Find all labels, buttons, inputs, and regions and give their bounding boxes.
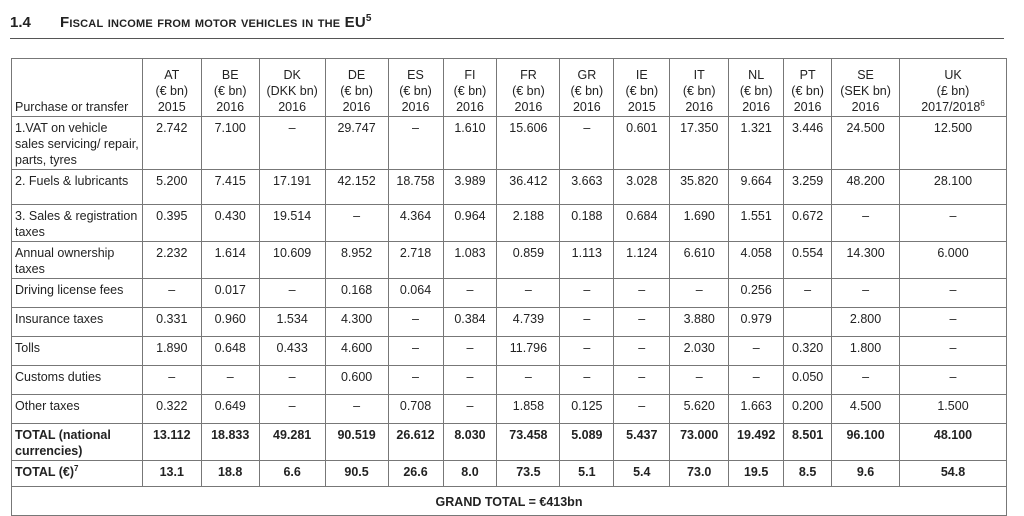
table-cell: – [900, 279, 1007, 308]
column-header-nl [729, 59, 784, 117]
table-cell: 17.191 [259, 170, 325, 205]
row-label [12, 170, 143, 205]
table-cell: – [497, 366, 560, 395]
table-cell: 0.960 [201, 308, 259, 337]
table-cell: 3.880 [670, 308, 729, 337]
table-row [12, 242, 1007, 279]
table-cell: 0.430 [201, 205, 259, 242]
table-cell: 0.256 [729, 279, 784, 308]
section-title [60, 14, 372, 31]
column-year [146, 99, 198, 115]
table-cell: 11.796 [497, 337, 560, 366]
row-label [12, 424, 143, 461]
column-year [392, 99, 440, 115]
column-country: UK [944, 68, 962, 82]
column-header-uk [900, 59, 1007, 117]
table-cell: 24.500 [832, 117, 900, 170]
table-cell: – [259, 279, 325, 308]
column-year-text: 2016 [685, 100, 714, 114]
column-year [500, 99, 556, 115]
column-header-fi [443, 59, 497, 117]
table-cell: – [832, 366, 900, 395]
table-cell: 9.664 [729, 170, 784, 205]
table-cell: 0.320 [784, 337, 832, 366]
table-cell: – [388, 308, 443, 337]
table-cell: 36.412 [497, 170, 560, 205]
column-unit: (€ bn) [340, 84, 373, 98]
table-cell: – [832, 205, 900, 242]
column-year [563, 99, 610, 115]
row-label-text: 3. Sales & registration taxes [15, 209, 138, 239]
table-cell: – [259, 117, 325, 170]
grand-total: GRAND TOTAL = €413bn [12, 487, 1007, 516]
table-cell: 7.100 [201, 117, 259, 170]
table-cell: – [832, 279, 900, 308]
table-cell: 9.6 [832, 461, 900, 487]
column-unit: (€ bn) [570, 84, 604, 98]
column-year-text: 2016 [401, 100, 430, 114]
column-year [329, 99, 385, 115]
table-cell: 48.100 [900, 424, 1007, 461]
column-year [673, 99, 725, 115]
table-cell: 1.858 [497, 395, 560, 424]
table-cell: – [614, 366, 670, 395]
column-country: FR [520, 68, 537, 82]
table-cell: 2.030 [670, 337, 729, 366]
table-cell: 73.5 [497, 461, 560, 487]
column-header-es [388, 59, 443, 117]
table-row [12, 395, 1007, 424]
row-label [12, 242, 143, 279]
column-year-text: 2016 [456, 100, 484, 114]
row-label [12, 337, 143, 366]
table-cell: – [443, 395, 497, 424]
row-label [12, 366, 143, 395]
column-header-it [670, 59, 729, 117]
table-cell: – [729, 366, 784, 395]
table-cell: 0.331 [142, 308, 201, 337]
table-cell: 18.8 [201, 461, 259, 487]
table-cell: 0.708 [388, 395, 443, 424]
table-cell: 0.188 [560, 205, 614, 242]
table-cell: 12.500 [900, 117, 1007, 170]
table-cell: 28.100 [900, 170, 1007, 205]
table-cell: – [443, 337, 497, 366]
table-cell: 13.1 [142, 461, 201, 487]
table-cell [784, 308, 832, 337]
table-cell: 49.281 [259, 424, 325, 461]
header-purchase-or-transfer: Purchase or transfer [12, 59, 143, 117]
column-year-text: 2016 [793, 100, 822, 114]
table-cell: – [670, 366, 729, 395]
table-cell: – [560, 308, 614, 337]
column-year-text: 2016 [851, 100, 880, 114]
table-cell: 0.554 [784, 242, 832, 279]
table-cell: 0.684 [614, 205, 670, 242]
table-cell: 0.064 [388, 279, 443, 308]
table-cell: – [614, 279, 670, 308]
table-cell: – [388, 337, 443, 366]
column-unit: (£ bn) [936, 84, 970, 98]
table-cell: 6.000 [900, 242, 1007, 279]
table-cell: – [142, 366, 201, 395]
column-unit: (€ bn) [512, 84, 545, 98]
table-cell: 90.519 [325, 424, 388, 461]
table-cell: 1.083 [443, 242, 497, 279]
column-unit: (€ bn) [155, 84, 189, 98]
column-unit: (€ bn) [682, 84, 716, 98]
table-cell: 15.606 [497, 117, 560, 170]
table-cell: 0.017 [201, 279, 259, 308]
column-year-text: 2015 [627, 100, 656, 114]
table-cell: – [325, 395, 388, 424]
table-row [12, 170, 1007, 205]
table-cell: 14.300 [832, 242, 900, 279]
column-year-text: 2016 [216, 100, 245, 114]
column-unit: (€ bn) [739, 84, 773, 98]
table-cell: 3.446 [784, 117, 832, 170]
table-row [12, 366, 1007, 395]
table-cell: 4.500 [832, 395, 900, 424]
table-cell: 0.648 [201, 337, 259, 366]
table-cell: 0.672 [784, 205, 832, 242]
table-cell: 19.5 [729, 461, 784, 487]
row-label-text: Insurance taxes [15, 312, 104, 326]
table-cell: 0.322 [142, 395, 201, 424]
column-year [787, 99, 828, 115]
table-cell: 2.232 [142, 242, 201, 279]
table-cell: 0.125 [560, 395, 614, 424]
column-country: AT [164, 68, 180, 82]
column-header-at [142, 59, 201, 117]
column-unit: (DKK bn) [266, 84, 318, 98]
table-cell: 1.551 [729, 205, 784, 242]
table-cell: 90.5 [325, 461, 388, 487]
column-header-ie [614, 59, 670, 117]
table-cell: – [560, 366, 614, 395]
fiscal-income-table [11, 58, 1007, 516]
section-heading [10, 12, 1004, 39]
table-cell: 1.890 [142, 337, 201, 366]
table-cell: 0.384 [443, 308, 497, 337]
table-cell: 0.859 [497, 242, 560, 279]
column-year-text: 2016 [742, 100, 771, 114]
column-unit: (€ bn) [213, 84, 247, 98]
column-header-gr [560, 59, 614, 117]
table-cell: – [784, 279, 832, 308]
table-cell: 3.663 [560, 170, 614, 205]
column-year [205, 99, 256, 115]
column-country: SE [857, 68, 874, 82]
table-cell: 7.415 [201, 170, 259, 205]
table-cell: 1.124 [614, 242, 670, 279]
table-cell: – [443, 366, 497, 395]
table-row [12, 205, 1007, 242]
table-cell: 2.188 [497, 205, 560, 242]
table-cell: 5.4 [614, 461, 670, 487]
table-cell: 8.501 [784, 424, 832, 461]
table-cell: 1.663 [729, 395, 784, 424]
row-label [12, 279, 143, 308]
table-cell: 4.300 [325, 308, 388, 337]
column-country: ES [407, 68, 424, 82]
table-cell: – [142, 279, 201, 308]
table-cell: 1.690 [670, 205, 729, 242]
column-year [732, 99, 780, 115]
row-label [12, 461, 143, 487]
table-cell: 19.514 [259, 205, 325, 242]
row-label [12, 117, 143, 170]
table-row [12, 424, 1007, 461]
column-country: FI [464, 68, 476, 82]
column-year-text: 2016 [342, 100, 371, 114]
column-header-se [832, 59, 900, 117]
column-header-fr [497, 59, 560, 117]
table-cell: 48.200 [832, 170, 900, 205]
table-cell: 13.112 [142, 424, 201, 461]
column-country: DK [283, 68, 301, 82]
column-country: PT [799, 68, 816, 82]
table-cell: – [443, 279, 497, 308]
table-cell: – [900, 337, 1007, 366]
table-cell: 73.000 [670, 424, 729, 461]
column-country: BE [221, 68, 239, 82]
table-cell: 4.058 [729, 242, 784, 279]
table-cell: 1.800 [832, 337, 900, 366]
table-cell: 0.200 [784, 395, 832, 424]
table-cell: – [259, 395, 325, 424]
table-cell: 35.820 [670, 170, 729, 205]
table-cell: 8.030 [443, 424, 497, 461]
table-cell: 1.321 [729, 117, 784, 170]
row-label-text: Tolls [15, 341, 41, 355]
table-cell: – [497, 279, 560, 308]
table-cell: – [900, 205, 1007, 242]
table-cell: 17.350 [670, 117, 729, 170]
table-cell: 0.050 [784, 366, 832, 395]
table-cell: 0.979 [729, 308, 784, 337]
column-year-text: 2016 [514, 100, 543, 114]
table-cell: 0.601 [614, 117, 670, 170]
table-cell: – [900, 308, 1007, 337]
table-cell: – [560, 337, 614, 366]
column-year-footnote: 6 [980, 98, 985, 108]
row-label-text: Other taxes [15, 399, 80, 413]
column-year [835, 99, 896, 115]
column-country: GR [577, 68, 597, 82]
table-cell: 1.534 [259, 308, 325, 337]
table-cell: – [900, 366, 1007, 395]
table-cell: 73.458 [497, 424, 560, 461]
table-cell: 0.649 [201, 395, 259, 424]
column-year-text: 2017/2018 [921, 100, 981, 114]
table-cell: – [614, 308, 670, 337]
row-label-text: TOTAL (€) [15, 465, 75, 479]
column-year [263, 99, 322, 115]
column-year-text: 2016 [572, 100, 601, 114]
table-cell: 2.718 [388, 242, 443, 279]
section-title-footnote: 5 [365, 13, 372, 24]
column-header-de [325, 59, 388, 117]
column-year-text: 2015 [157, 100, 186, 114]
table-row [12, 279, 1007, 308]
table-cell: 4.739 [497, 308, 560, 337]
section-number: 1.4 [10, 14, 31, 31]
table-cell: 0.600 [325, 366, 388, 395]
column-unit: (€ bn) [625, 84, 659, 98]
table-cell: 0.168 [325, 279, 388, 308]
table-cell: 5.437 [614, 424, 670, 461]
table-cell: 0.395 [142, 205, 201, 242]
table-cell: 42.152 [325, 170, 388, 205]
table-cell: 3.028 [614, 170, 670, 205]
table-cell: 8.5 [784, 461, 832, 487]
column-unit: (€ bn) [791, 84, 824, 98]
table-cell: 4.600 [325, 337, 388, 366]
column-country: IE [635, 68, 648, 82]
table-body [12, 117, 1007, 516]
table-cell: 1.113 [560, 242, 614, 279]
row-label-text: Customs duties [15, 370, 102, 384]
table-cell: 26.6 [388, 461, 443, 487]
table-cell: 0.433 [259, 337, 325, 366]
table-cell: 18.758 [388, 170, 443, 205]
row-label [12, 205, 143, 242]
table-cell: – [670, 279, 729, 308]
column-unit: (€ bn) [399, 84, 432, 98]
row-label-text: Driving license fees [15, 283, 124, 297]
table-cell: – [201, 366, 259, 395]
table-cell: 0.964 [443, 205, 497, 242]
table-cell: 5.1 [560, 461, 614, 487]
row-label-text: Annual ownership taxes [15, 246, 115, 276]
column-header-be [201, 59, 259, 117]
table-cell: 1.614 [201, 242, 259, 279]
table-cell: 5.620 [670, 395, 729, 424]
table-row [12, 308, 1007, 337]
table-cell: 6.610 [670, 242, 729, 279]
column-country: NL [748, 68, 765, 82]
table-cell: 1.610 [443, 117, 497, 170]
section-title-text: Fiscal income from motor vehicles in the EU [60, 14, 366, 31]
column-year [903, 99, 1003, 115]
table-cell: 73.0 [670, 461, 729, 487]
table-cell: 2.742 [142, 117, 201, 170]
table-cell: 10.609 [259, 242, 325, 279]
table-cell: 19.492 [729, 424, 784, 461]
row-label [12, 395, 143, 424]
table-cell: 5.200 [142, 170, 201, 205]
table-cell: 96.100 [832, 424, 900, 461]
table-cell: – [729, 337, 784, 366]
table-cell: – [259, 366, 325, 395]
table-cell: 54.8 [900, 461, 1007, 487]
table-cell: 1.500 [900, 395, 1007, 424]
header-row [12, 59, 1007, 117]
table-cell: – [388, 366, 443, 395]
table-cell: 29.747 [325, 117, 388, 170]
column-year-text: 2016 [278, 100, 307, 114]
table-cell: 6.6 [259, 461, 325, 487]
table-row [12, 117, 1007, 170]
grand-total-row [12, 487, 1007, 516]
table-cell: 5.089 [560, 424, 614, 461]
table-cell: – [614, 337, 670, 366]
column-year [617, 99, 666, 115]
table-cell: 3.259 [784, 170, 832, 205]
table-cell: – [388, 117, 443, 170]
table-cell: – [560, 279, 614, 308]
column-year [447, 99, 494, 115]
table-cell: – [325, 205, 388, 242]
table-cell: – [614, 395, 670, 424]
table-row [12, 461, 1007, 487]
table-cell: 2.800 [832, 308, 900, 337]
table-cell: – [560, 117, 614, 170]
column-header-dk [259, 59, 325, 117]
table-cell: 26.612 [388, 424, 443, 461]
column-country: IT [693, 68, 705, 82]
row-label-text: TOTAL (national currencies) [15, 428, 111, 458]
table-cell: 8.952 [325, 242, 388, 279]
table-cell: 3.989 [443, 170, 497, 205]
row-label [12, 308, 143, 337]
row-label-text: 1.VAT on vehicle sales servicing/ repair, parts, tyres [15, 121, 139, 167]
row-label-footnote: 7 [74, 463, 79, 473]
table-cell: 8.0 [443, 461, 497, 487]
column-unit: (€ bn) [453, 84, 487, 98]
row-label-text: 2. Fuels & lubricants [15, 174, 129, 188]
table-cell: 18.833 [201, 424, 259, 461]
table-row [12, 337, 1007, 366]
column-unit: (SEK bn) [840, 84, 891, 98]
column-country: DE [347, 68, 366, 82]
table-cell: 4.364 [388, 205, 443, 242]
column-header-pt [784, 59, 832, 117]
